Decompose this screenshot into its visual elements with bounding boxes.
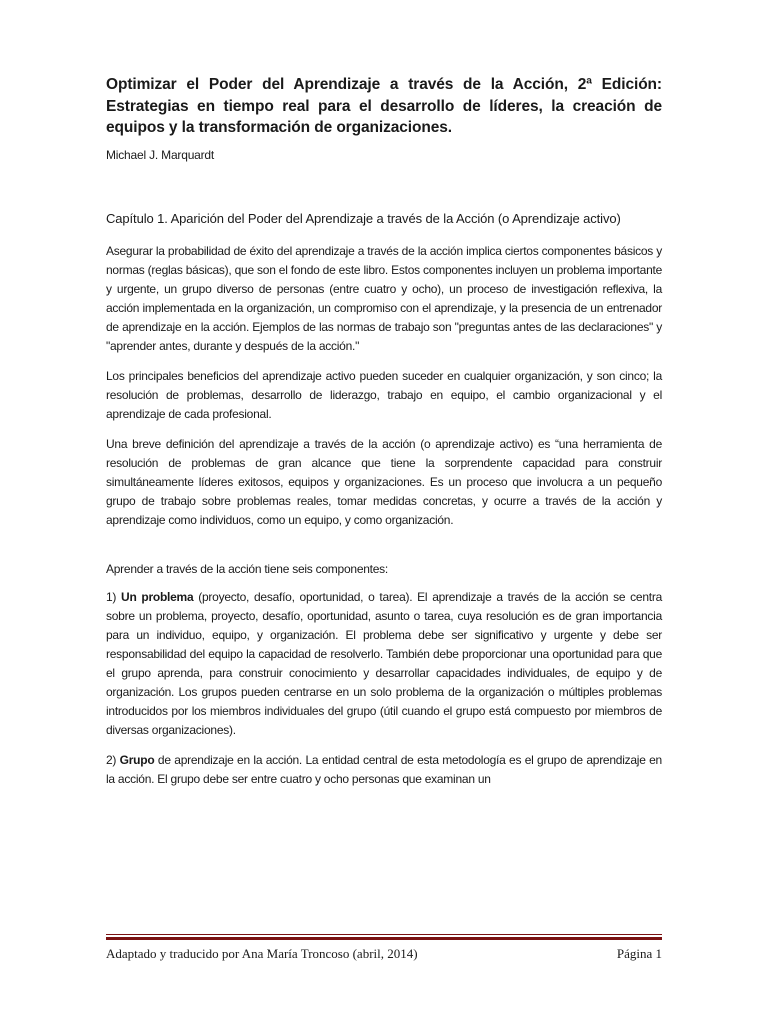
- document-title: Optimizar el Poder del Aprendizaje a través de la Acción, 2ª Edición: Estrategias en tiempo real para el desarrollo de líderes, la creación de equipos y la transformación de organizaciones.: [106, 76, 662, 136]
- document-author: Michael J. Marquardt: [106, 147, 215, 162]
- chapter-heading: Capítulo 1. Aparición del Poder del Aprendizaje a través de la Acción (o Aprendizaje activo): [106, 210, 621, 226]
- paragraph-component-1: [106, 588, 662, 740]
- paragraph-benefits: Los principales beneficios del aprendizaje activo pueden suceder en cualquier organización, y son cinco; la resolución de problemas, desarrollo de liderazgo, trabajo en equipo, el cambio organizacional y el aprendizaje de cada profesional.: [106, 368, 662, 421]
- list-number: 2): [106, 752, 120, 767]
- footer-rule: [106, 937, 662, 940]
- component-term: Grupo: [119, 752, 155, 767]
- footer-rule: [106, 934, 662, 935]
- paragraph-definition: Una breve definición del aprendizaje a través de la acción (o aprendizaje activo) es “una herramienta de resolución de problemas de gran alcance que tiene la sorprendente capacidad para construir simultáneamente líderes exitosos, equipos y organizaciones. Es un proceso que involucra a un pequeño grupo de trabajo sobre problemas reales, tomar medidas concretas, y ocurre a través de la acción y aprendizaje como individuos, como un equipo, y como organización.: [106, 436, 662, 527]
- paragraph-six-components: Aprender a través de la acción tiene seis componentes:: [106, 561, 389, 576]
- component-term: Un problema: [121, 589, 194, 604]
- page-content: [106, 74, 662, 800]
- page-footer: [106, 934, 662, 962]
- footer-credit: Adaptado y traducido por Ana María Troncoso (abril, 2014): [106, 946, 418, 961]
- footer-row: [106, 946, 662, 962]
- page-number: Página 1: [616, 946, 662, 961]
- paragraph-component-2: [106, 751, 662, 789]
- component-description: (proyecto, desafío, oportunidad, o tarea). El aprendizaje a través de la acción se centra sobre un problema, proyecto, desafío, oportunidad, asunto o tarea, cuya resolución es de gran importancia para un individuo, equipo, y organización. El problema debe ser significativo y urgente y debe ser responsabilidad del equipo la capacidad de resolverlo. También debe proporcionar una oportunidad para que el grupo aprenda, para construir conocimiento y desarrollar capacidades individuales, de equipo y de organización. Los grupos pueden centrarse en un solo problema de la organización o múltiples problemas introducidos por los miembros individuales del grupo (útil cuando el grupo está compuesto por miembros de diversas organizaciones).: [106, 589, 662, 737]
- list-number: 1): [106, 589, 122, 604]
- paragraph-components: Asegurar la probabilidad de éxito del aprendizaje a través de la acción implica ciertos componentes básicos y normas (reglas básicas), que son el fondo de este libro. Estos componentes incluyen un problema importante y urgente, un grupo diverso de personas (entre cuatro y ocho), un proceso de investigación reflexiva, la acción implementada en la organización, un compromiso con el aprendizaje, y la presencia de un entrenador de aprendizaje en la acción. Ejemplos de las normas de trabajo son "preguntas antes de las declaraciones" y "aprender antes, durante y después de la acción.": [106, 243, 662, 353]
- component-description: de aprendizaje en la acción. La entidad central de esta metodología es el grupo de aprendizaje en la acción. El grupo debe ser entre cuatro y ocho personas que examinan un: [106, 752, 662, 786]
